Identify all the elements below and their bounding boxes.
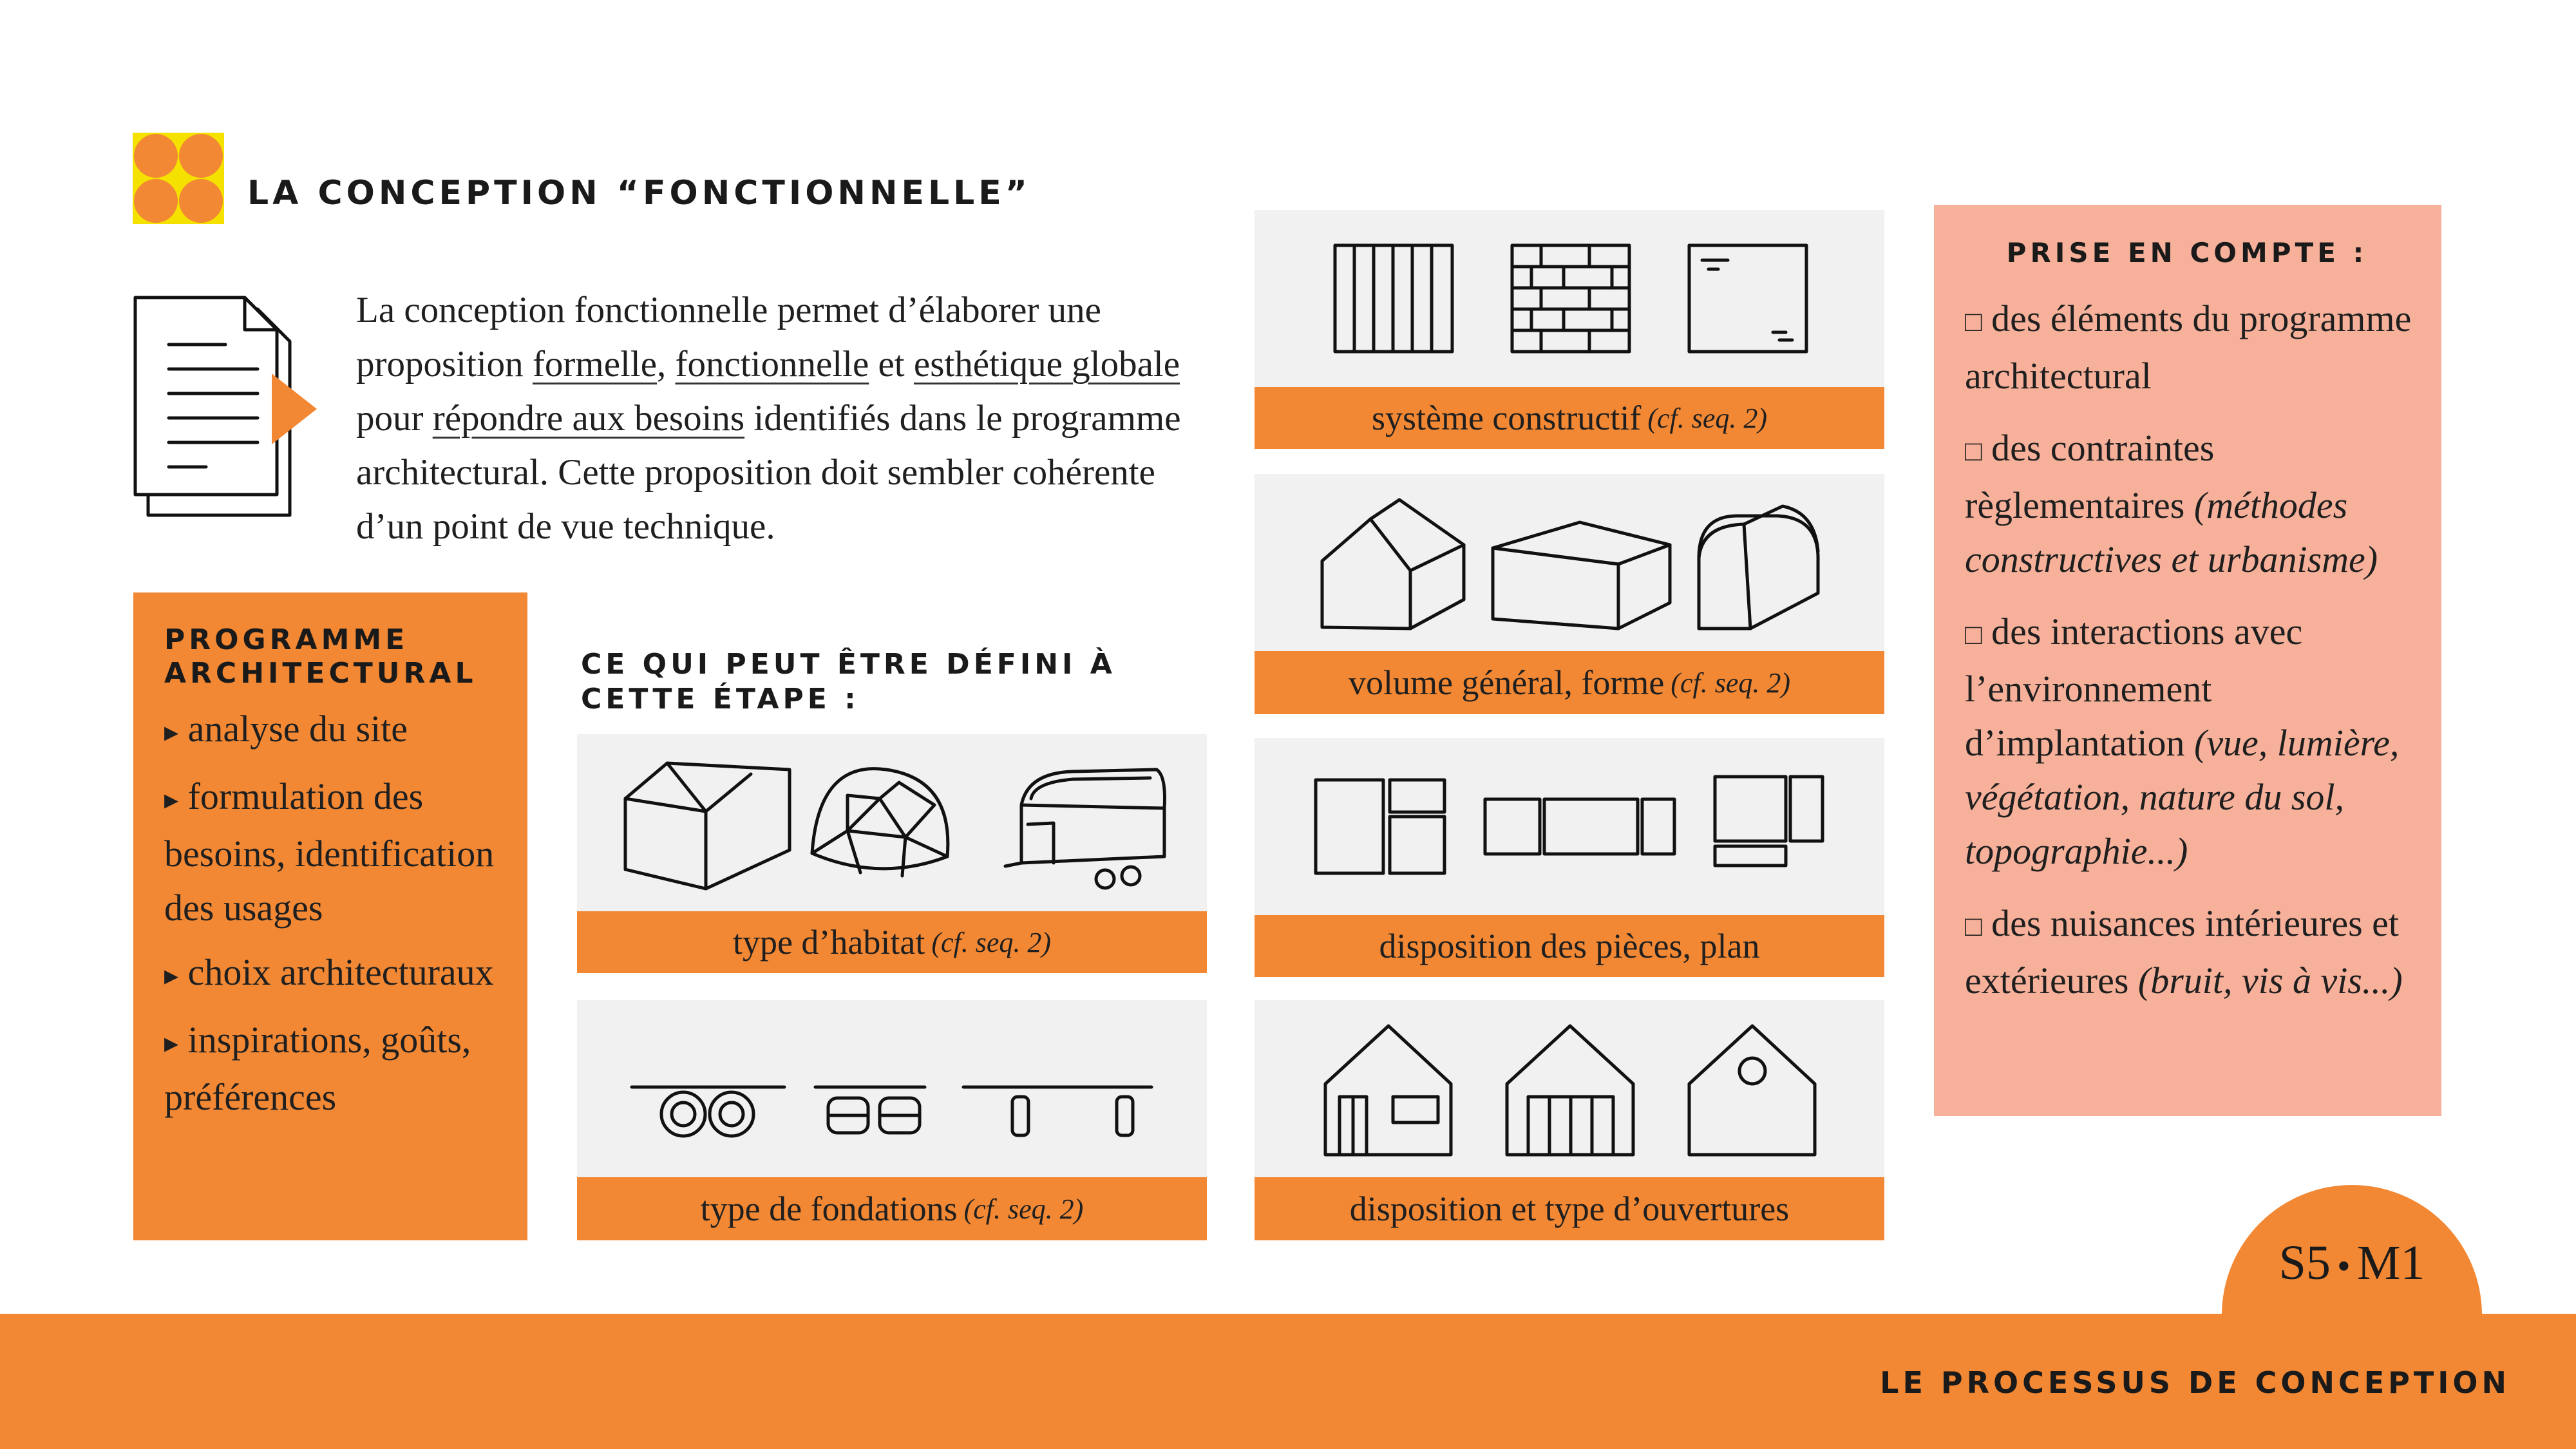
list-item: □ des interactions avec l’environnement d’implantation (vue, lumière, végétation, nature du sol, topographie...) [1965, 611, 2400, 872]
list-item: □ des contraintes règlementaires (méthodes constructives et urbanisme) [1965, 427, 2378, 580]
footer-title: LE PROCESSUS DE CONCEPTION [1880, 1365, 2510, 1400]
document-icon [129, 290, 322, 528]
fondations-icons [577, 1000, 1207, 1177]
definable-heading: CE QUI PEUT ÊTRE DÉFINI À CETTE ÉTAPE : [581, 648, 1116, 715]
systeme-icons [1255, 210, 1884, 387]
list-item: ▸ choix architecturaux [164, 951, 494, 993]
card-systeme-label: système constructif (cf. seq. 2) [1255, 387, 1884, 449]
card-volume [1255, 474, 1884, 651]
page-title: LA CONCEPTION “FONCTIONNELLE” [247, 174, 1031, 213]
programme-title: PROGRAMME ARCHITECTURAL [164, 623, 477, 690]
habitat-icons [577, 734, 1207, 911]
card-ouvertures-label: disposition et type d’ouvertures [1255, 1177, 1884, 1240]
list-item: ▸ formulation des besoins, identification des usages [164, 775, 495, 929]
list-item: □ des éléments du programme architectural [1965, 298, 2412, 397]
card-habitat [577, 734, 1207, 911]
card-fondations-label: type de fondations (cf. seq. 2) [577, 1177, 1207, 1240]
pieces-icons [1255, 738, 1884, 915]
list-item: ▸ inspirations, goûts, préférences [164, 1019, 471, 1118]
card-pieces [1255, 738, 1884, 915]
list-item: ▸ analyse du site [164, 708, 408, 750]
list-item: □ des nuisances intérieures et extérieures (bruit, vis à vis...) [1965, 902, 2403, 1001]
programme-panel [133, 592, 527, 1240]
prise-panel [1934, 205, 2441, 1116]
card-volume-label: volume général, forme (cf. seq. 2) [1255, 651, 1884, 714]
ouvertures-icons [1255, 1000, 1884, 1177]
card-systeme [1255, 210, 1884, 387]
volume-icons [1255, 474, 1884, 651]
session-label: S5 • M1 [2278, 1236, 2425, 1290]
card-habitat-label: type d’habitat (cf. seq. 2) [577, 911, 1207, 973]
card-pieces-label: disposition des pièces, plan [1255, 915, 1884, 977]
card-fondations [577, 1000, 1207, 1177]
card-ouvertures [1255, 1000, 1884, 1177]
logo [133, 133, 224, 224]
intro-paragraph: La conception fonctionnelle permet d’élaborer une proposition formelle, fonctionnelle et esthétique globale pour répondre aux besoins identifiés dans le programme architectural. Cette proposition doit sembler cohérente d’un point de vue technique. [356, 290, 1181, 547]
prise-title: PRISE EN COMPTE : [2006, 237, 2368, 269]
